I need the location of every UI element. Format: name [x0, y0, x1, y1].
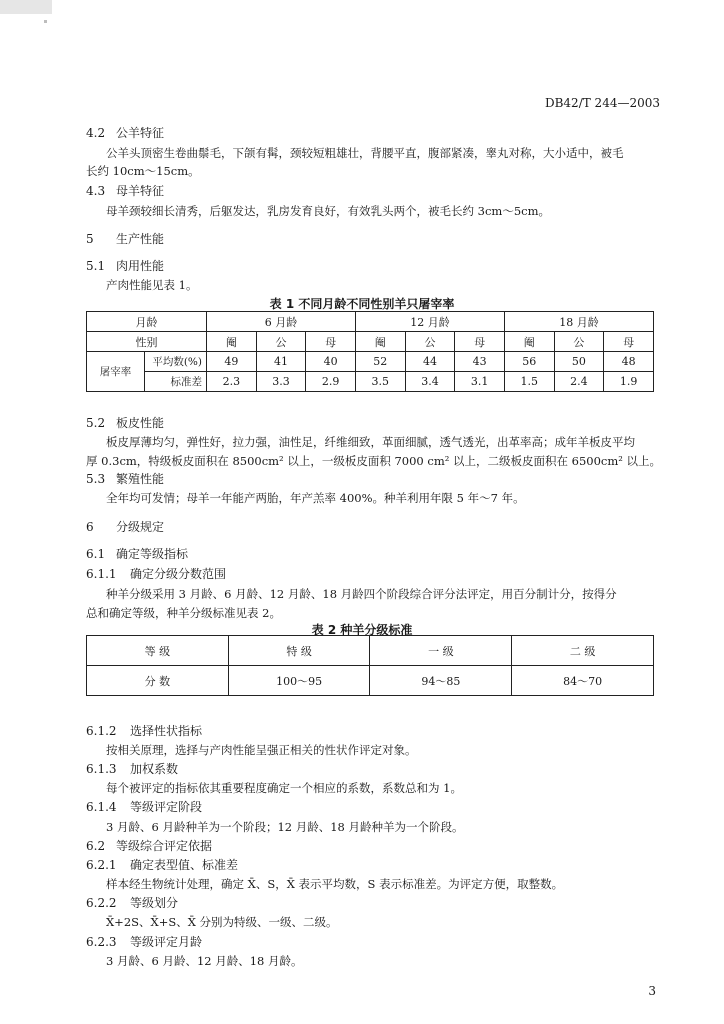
- para-5-1-line1: 产肉性能见表 1。: [106, 278, 198, 292]
- mean-cell: 40: [306, 352, 356, 372]
- heading-6-2-2: 6.2.2 等级划分: [86, 896, 179, 910]
- grade-cell: 二 级: [512, 636, 654, 666]
- scan-speck: [44, 20, 47, 23]
- age-header: 18 月龄: [504, 312, 653, 332]
- sex-header: 公: [405, 332, 455, 352]
- sex-header: 公: [554, 332, 604, 352]
- heading-6-1-3: 6.1.3 加权系数: [86, 762, 179, 776]
- para-4-2-line1: 公羊头顶密生卷曲鬃毛，下颌有髯，颈较短粗雄壮，背腰平直，腹部紧凑，睾丸对称，大小适中，被毛: [106, 146, 624, 160]
- heading-6-1: 6.1 确定等级指标: [86, 547, 189, 561]
- para-4-2-line2: 长约 10cm～15cm。: [86, 164, 200, 178]
- age-header: 6 月龄: [207, 312, 356, 332]
- scan-artifact: [0, 0, 52, 14]
- para-6-2-1-line1: 样本经生物统计处理，确定 X̄、S，X̄ 表示平均数，S 表示标准差。为评定方便，取整数。: [106, 877, 564, 891]
- sex-header: 阉: [504, 332, 554, 352]
- score-cell: 100～95: [228, 666, 370, 696]
- page-number: 3: [648, 984, 656, 998]
- sex-label: 性别: [87, 332, 207, 352]
- para-5-3-line1: 全年均可发情；母羊一年能产两胎，年产羔率 400%。种羊利用年限 5 年～7 年。: [106, 491, 525, 505]
- sd-cell: 3.5: [355, 372, 405, 392]
- mean-label: 平均数(%): [145, 352, 207, 372]
- sd-cell: 2.4: [554, 372, 604, 392]
- mean-cell: 43: [455, 352, 505, 372]
- sd-cell: 2.9: [306, 372, 356, 392]
- heading-5-2: 5.2 板皮性能: [86, 416, 165, 430]
- sex-header: 母: [455, 332, 505, 352]
- score-cell: 84～70: [512, 666, 654, 696]
- grade-cell: 特 级: [228, 636, 370, 666]
- heading-6-2: 6.2 等级综合评定依据: [86, 839, 213, 853]
- heading-6-2-3: 6.2.3 等级评定月龄: [86, 935, 203, 949]
- age-header: 12 月龄: [355, 312, 504, 332]
- para-6-2-2-line1: X̄+2S、X̄+S、X̄ 分别为特级、一级、二级。: [106, 915, 338, 929]
- sd-cell: 3.4: [405, 372, 455, 392]
- heading-6-1-2: 6.1.2 选择性状指标: [86, 724, 203, 738]
- para-4-3-line1: 母羊颈较细长清秀，后躯发达，乳房发育良好，有效乳头两个，被毛长约 3cm～5cm。: [106, 204, 550, 218]
- sex-header: 母: [604, 332, 654, 352]
- age-label: 月龄: [87, 312, 207, 332]
- sd-cell: 1.9: [604, 372, 654, 392]
- mean-cell: 50: [554, 352, 604, 372]
- sex-header: 阉: [207, 332, 257, 352]
- para-6-1-1-line2: 总和确定等级，种羊分级标准见表 2。: [86, 606, 281, 620]
- para-6-2-3-line1: 3 月龄、6 月龄、12 月龄、18 月龄。: [106, 954, 303, 968]
- sex-header: 母: [306, 332, 356, 352]
- heading-4-2: 4.2 公羊特征: [86, 126, 165, 140]
- heading-5-3: 5.3 繁殖性能: [86, 472, 165, 486]
- heading-6-1-1: 6.1.1 确定分级分数范围: [86, 567, 227, 581]
- score-label: 分 数: [87, 666, 229, 696]
- mean-cell: 52: [355, 352, 405, 372]
- sd-cell: 1.5: [504, 372, 554, 392]
- document-id: DB42/T 244—2003: [544, 96, 660, 110]
- heading-4-3: 4.3 母羊特征: [86, 184, 165, 198]
- para-5-2-line2: 厚 0.3cm，特级板皮面积在 8500cm² 以上，一级板皮面积 7000 cm² 以上，二级板皮面积在 6500cm² 以上。: [86, 454, 662, 468]
- sd-cell: 2.3: [207, 372, 257, 392]
- mean-cell: 44: [405, 352, 455, 372]
- para-6-1-2-line1: 按相关原理，选择与产肉性能呈强正相关的性状作评定对象。: [106, 743, 417, 757]
- heading-5: 5 生产性能: [86, 232, 165, 246]
- heading-6-1-4: 6.1.4 等级评定阶段: [86, 800, 203, 814]
- sd-label: 标准差: [145, 372, 207, 392]
- score-cell: 94～85: [370, 666, 512, 696]
- para-6-1-1-line1: 种羊分级采用 3 月龄、6 月龄、12 月龄、18 月龄四个阶段综合评分法评定，用百分制计分，按得分: [106, 587, 617, 601]
- table2-caption: 表 2 种羊分级标准: [311, 623, 413, 637]
- sd-cell: 3.1: [455, 372, 505, 392]
- heading-6-2-1: 6.2.1 确定表型值、标准差: [86, 858, 239, 872]
- mean-cell: 49: [207, 352, 257, 372]
- sex-header: 阉: [355, 332, 405, 352]
- heading-6: 6 分级规定: [86, 520, 165, 534]
- slaughter-rate-table: [86, 311, 654, 392]
- grade-label: 等 级: [87, 636, 229, 666]
- heading-5-1: 5.1 肉用性能: [86, 259, 165, 273]
- slaughter-rate-label: 屠宰率: [87, 352, 145, 392]
- para-6-1-4-line1: 3 月龄、6 月龄种羊为一个阶段；12 月龄、18 月龄种羊为一个阶段。: [106, 820, 464, 834]
- grading-standard-table: [86, 635, 654, 696]
- sex-header: 公: [256, 332, 306, 352]
- table1-caption: 表 1 不同月龄不同性别羊只屠宰率: [269, 297, 455, 311]
- mean-cell: 41: [256, 352, 306, 372]
- mean-cell: 48: [604, 352, 654, 372]
- para-5-2-line1: 板皮厚薄均匀，弹性好，拉力强，油性足，纤维细致，革面细腻，透气透光，出革率高；成年羊板皮平均: [106, 435, 635, 449]
- mean-cell: 56: [504, 352, 554, 372]
- sd-cell: 3.3: [256, 372, 306, 392]
- grade-cell: 一 级: [370, 636, 512, 666]
- para-6-1-3-line1: 每个被评定的指标依其重要程度确定一个相应的系数，系数总和为 1。: [106, 781, 462, 795]
